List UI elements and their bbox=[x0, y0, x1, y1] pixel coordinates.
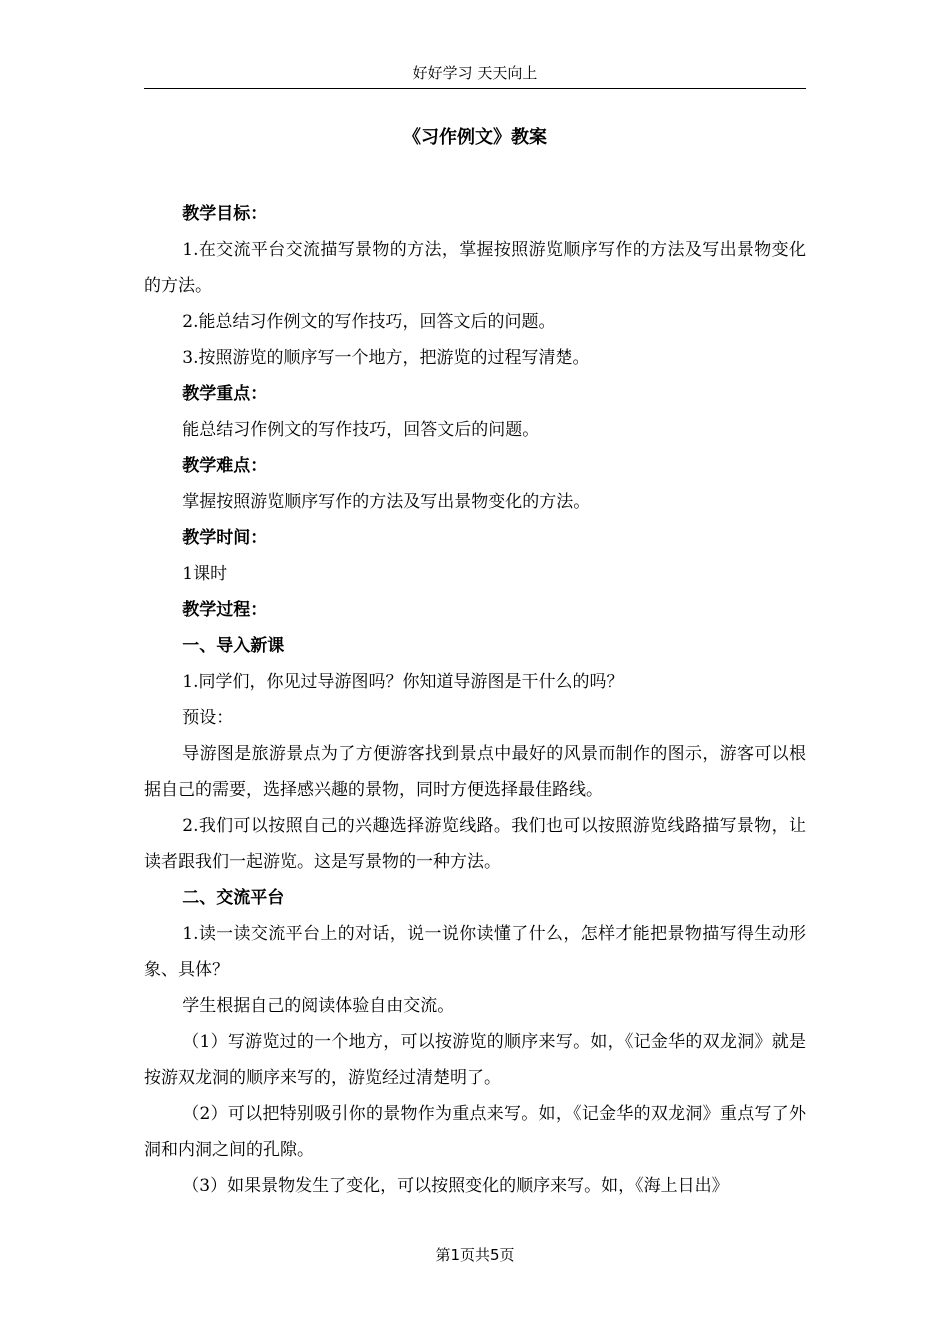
section-heading-exchange: 二、交流平台 bbox=[182, 888, 285, 908]
section-heading-objectives: 教学目标： bbox=[182, 204, 268, 224]
page-header: 好好学习 天天向上 bbox=[412, 64, 538, 82]
paragraph: 1.同学们，你见过导游图吗？你知道导游图是干什么的吗？ bbox=[182, 672, 624, 692]
paragraph: 3.按照游览的顺序写一个地方，把游览的过程写清楚。 bbox=[182, 348, 590, 368]
section-heading-intro: 一、导入新课 bbox=[182, 636, 285, 656]
section-heading-key-points: 教学重点： bbox=[182, 384, 268, 404]
header-divider bbox=[144, 88, 806, 89]
section-heading-difficulties: 教学难点： bbox=[182, 456, 268, 476]
paragraph: 2.我们可以按照自己的兴趣选择游览线路。我们也可以按照游览线路描写景物，让读者跟我们一起游览。这是写景物的一种方法。 bbox=[144, 816, 806, 872]
document-title: 《习作例文》教案 bbox=[403, 127, 547, 148]
paragraph: （3）如果景物发生了变化，可以按照变化的顺序来写。如，《海上日出》 bbox=[182, 1176, 729, 1196]
section-heading-time: 教学时间： bbox=[182, 528, 268, 548]
paragraph: 学生根据自己的阅读体验自由交流。 bbox=[182, 996, 455, 1016]
paragraph: 掌握按照游览顺序写作的方法及写出景物变化的方法。 bbox=[182, 492, 591, 512]
paragraph: 预设： bbox=[182, 708, 234, 728]
paragraph: 导游图是旅游景点为了方便游客找到景点中最好的风景而制作的图示，游客可以根据自己的需要，选择感兴趣的景物，同时方便选择最佳路线。 bbox=[144, 744, 806, 800]
paragraph: （2）可以把特别吸引你的景物作为重点来写。如，《记金华的双龙洞》重点写了外洞和内洞之间的孔隙。 bbox=[144, 1104, 806, 1160]
paragraph: （1）写游览过的一个地方，可以按游览的顺序来写。如，《记金华的双龙洞》就是按游双龙洞的顺序来写的，游览经过清楚明了。 bbox=[144, 1032, 806, 1088]
section-heading-process: 教学过程： bbox=[182, 600, 268, 620]
page-footer: 第1页共5页 bbox=[435, 1246, 515, 1264]
document-body bbox=[144, 196, 806, 1204]
paragraph: 能总结习作例文的写作技巧，回答文后的问题。 bbox=[182, 420, 540, 440]
paragraph: 1课时 bbox=[182, 564, 228, 584]
paragraph: 1.读一读交流平台上的对话，说一说你读懂了什么，怎样才能把景物描写得生动形象、具体？ bbox=[144, 924, 806, 980]
paragraph: 1.在交流平台交流描写景物的方法，掌握按照游览顺序写作的方法及写出景物变化的方法。 bbox=[144, 240, 806, 296]
paragraph: 2.能总结习作例文的写作技巧，回答文后的问题。 bbox=[182, 312, 556, 332]
